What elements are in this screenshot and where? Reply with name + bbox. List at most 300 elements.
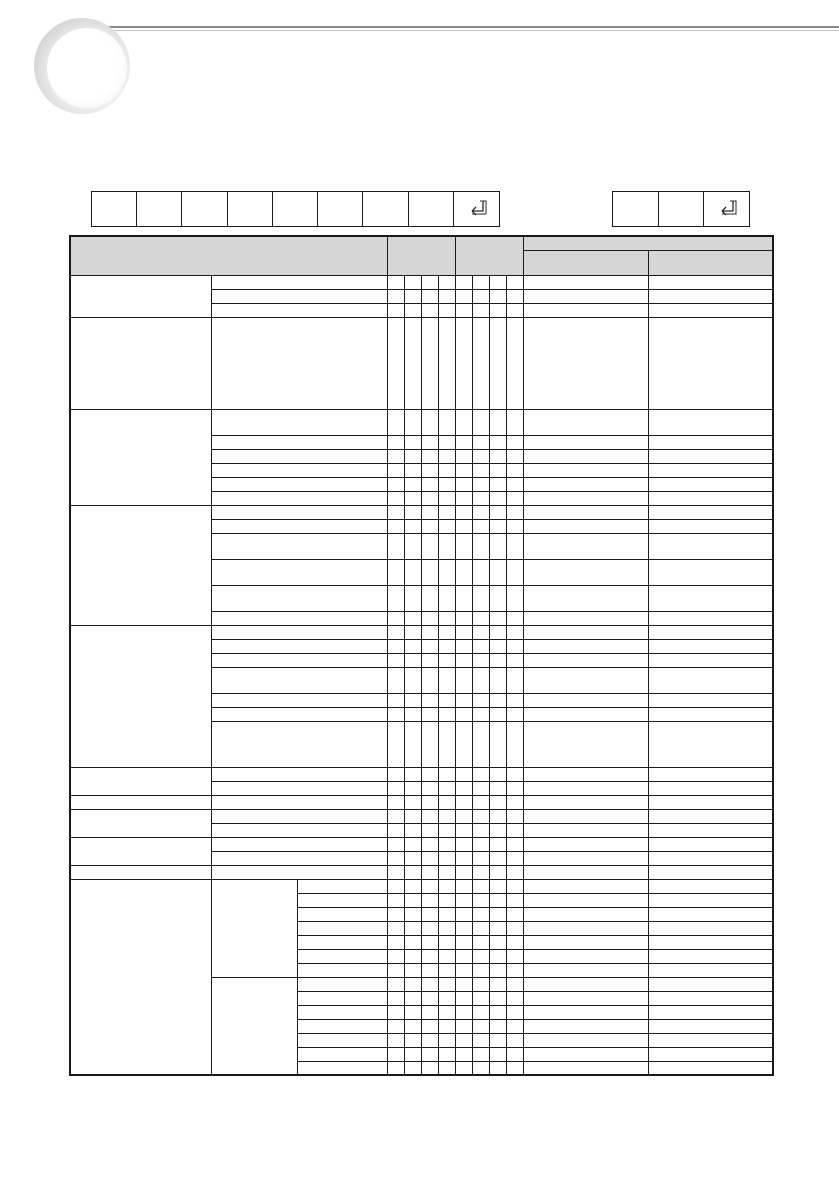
table-cell	[438, 463, 455, 477]
table-cell	[421, 317, 438, 409]
table-cell	[421, 721, 438, 767]
table-cell	[523, 1019, 648, 1033]
table-cell	[387, 1047, 404, 1061]
table-cell	[421, 781, 438, 795]
table-cell	[472, 639, 489, 653]
table-cell	[489, 1019, 506, 1033]
table-cell	[489, 907, 506, 921]
table-cell	[506, 653, 523, 667]
table-cell	[455, 781, 472, 795]
table-cell	[648, 1033, 773, 1047]
table-cell	[648, 625, 773, 639]
table-cell	[438, 721, 455, 767]
table-cell	[421, 449, 438, 463]
table-cell	[648, 639, 773, 653]
table-row	[70, 795, 773, 809]
corner-disc-highlight	[47, 28, 127, 108]
table-cell	[648, 865, 773, 879]
table-cell	[523, 1033, 648, 1047]
table-cell	[472, 879, 489, 893]
table-cell	[489, 823, 506, 837]
table-cell	[648, 949, 773, 963]
table-cell	[421, 823, 438, 837]
table-cell	[506, 303, 523, 317]
table-cell	[297, 991, 387, 1005]
table-cell	[404, 449, 421, 463]
table-cell	[455, 935, 472, 949]
table-cell	[489, 477, 506, 491]
table-cell	[70, 767, 211, 795]
table-cell	[648, 781, 773, 795]
table-cell	[489, 707, 506, 721]
table-cell	[472, 611, 489, 625]
table-cell	[438, 1005, 455, 1019]
table-cell	[648, 409, 773, 435]
table-cell	[438, 935, 455, 949]
table-cell	[404, 275, 421, 289]
table-cell	[455, 907, 472, 921]
table-cell	[297, 893, 387, 907]
table-cell	[648, 317, 773, 409]
table-cell	[404, 693, 421, 707]
table-cell	[387, 611, 404, 625]
table-cell	[472, 667, 489, 693]
table-cell	[455, 721, 472, 767]
table-cell	[421, 1061, 438, 1075]
table-cell	[421, 505, 438, 519]
table-cell	[648, 921, 773, 935]
table-cell	[472, 477, 489, 491]
table-cell	[455, 949, 472, 963]
enter-icon	[716, 199, 738, 219]
specification-table	[69, 235, 774, 1076]
table-cell	[438, 823, 455, 837]
table-cell	[404, 767, 421, 781]
table-cell	[648, 491, 773, 505]
table-cell	[523, 653, 648, 667]
table-cell	[489, 837, 506, 851]
table-cell	[421, 611, 438, 625]
table-cell	[523, 477, 648, 491]
table-cell	[211, 289, 387, 303]
table-cell	[387, 837, 404, 851]
table-cell	[648, 963, 773, 977]
table-cell	[472, 519, 489, 533]
table-cell	[404, 795, 421, 809]
table-cell	[523, 893, 648, 907]
key-cell	[409, 192, 454, 226]
table-cell	[648, 977, 773, 991]
table-cell	[404, 991, 421, 1005]
table-cell	[506, 693, 523, 707]
table-cell	[70, 865, 211, 879]
table-cell	[297, 1033, 387, 1047]
table-cell	[387, 463, 404, 477]
table-cell	[421, 949, 438, 963]
table-cell	[523, 519, 648, 533]
table-cell	[387, 519, 404, 533]
table-cell	[211, 533, 387, 559]
table-row	[70, 409, 773, 435]
table-cell	[421, 693, 438, 707]
table-cell	[404, 653, 421, 667]
table-cell	[506, 921, 523, 935]
table-cell	[438, 317, 455, 409]
table-cell	[523, 533, 648, 559]
key-cell	[182, 192, 228, 226]
table-cell	[523, 865, 648, 879]
table-cell	[472, 721, 489, 767]
table-cell	[489, 949, 506, 963]
table-cell	[523, 449, 648, 463]
table-cell	[506, 639, 523, 653]
table-cell	[506, 949, 523, 963]
table-cell	[211, 519, 387, 533]
table-cell	[523, 991, 648, 1005]
table-cell	[472, 585, 489, 611]
table-cell	[523, 409, 648, 435]
table-cell	[472, 907, 489, 921]
table-cell	[472, 781, 489, 795]
table-cell	[506, 991, 523, 1005]
table-cell	[438, 851, 455, 865]
table-cell	[421, 435, 438, 449]
table-cell	[455, 317, 472, 409]
table-cell	[489, 625, 506, 639]
key-cell	[613, 192, 659, 226]
table-cell	[523, 559, 648, 585]
table-cell	[404, 505, 421, 519]
table-cell	[648, 653, 773, 667]
table-cell	[455, 865, 472, 879]
table-cell	[506, 611, 523, 625]
table-cell	[506, 1005, 523, 1019]
table-row	[70, 865, 773, 879]
table-cell	[421, 809, 438, 823]
table-cell	[523, 907, 648, 921]
table-cell	[438, 795, 455, 809]
table-cell	[523, 963, 648, 977]
table-cell	[489, 991, 506, 1005]
table-cell	[297, 935, 387, 949]
table-cell	[404, 585, 421, 611]
table-cell	[404, 721, 421, 767]
table-cell	[523, 721, 648, 767]
table-cell	[455, 1047, 472, 1061]
table-cell	[506, 491, 523, 505]
table-cell	[438, 1033, 455, 1047]
table-cell	[297, 1061, 387, 1075]
table-cell	[438, 491, 455, 505]
table-cell	[523, 275, 648, 289]
table-cell	[387, 505, 404, 519]
table-cell	[455, 809, 472, 823]
table-cell	[387, 1005, 404, 1019]
table-cell	[438, 865, 455, 879]
table-cell	[648, 809, 773, 823]
table-cell	[387, 781, 404, 795]
header-cell	[387, 236, 455, 275]
table-cell	[421, 707, 438, 721]
table-cell	[404, 1005, 421, 1019]
table-cell	[472, 409, 489, 435]
table-cell	[455, 1005, 472, 1019]
table-cell	[648, 449, 773, 463]
table-cell	[472, 289, 489, 303]
table-cell	[404, 667, 421, 693]
table-cell	[489, 653, 506, 667]
table-cell	[455, 921, 472, 935]
table-cell	[489, 781, 506, 795]
table-cell	[404, 491, 421, 505]
table-cell	[404, 1033, 421, 1047]
table-cell	[455, 667, 472, 693]
table-cell	[211, 449, 387, 463]
table-cell	[421, 639, 438, 653]
table-cell	[438, 707, 455, 721]
table-cell	[387, 667, 404, 693]
table-cell	[421, 491, 438, 505]
table-cell	[472, 837, 489, 851]
table-cell	[506, 907, 523, 921]
table-cell	[455, 851, 472, 865]
table-cell	[404, 865, 421, 879]
table-cell	[387, 935, 404, 949]
table-cell	[648, 505, 773, 519]
table-cell	[421, 533, 438, 559]
table-cell	[438, 991, 455, 1005]
table-cell	[506, 823, 523, 837]
table-cell	[404, 289, 421, 303]
table-cell	[648, 1019, 773, 1033]
table-cell	[438, 505, 455, 519]
table-cell	[489, 275, 506, 289]
key-cell	[318, 192, 363, 226]
table-cell	[648, 585, 773, 611]
table-cell	[421, 559, 438, 585]
table-cell	[489, 865, 506, 879]
table-cell	[438, 767, 455, 781]
table-cell	[387, 1033, 404, 1047]
table-cell	[438, 409, 455, 435]
table-cell	[211, 977, 297, 1075]
header-cell	[455, 236, 523, 275]
table-cell	[506, 463, 523, 477]
table-cell	[211, 611, 387, 625]
table-cell	[211, 879, 297, 977]
table-cell	[489, 667, 506, 693]
table-cell	[421, 585, 438, 611]
table-cell	[421, 1047, 438, 1061]
table-cell	[421, 303, 438, 317]
table-cell	[648, 721, 773, 767]
table-cell	[404, 977, 421, 991]
table-cell	[438, 1019, 455, 1033]
table-cell	[438, 907, 455, 921]
table-cell	[70, 505, 211, 625]
table-cell	[472, 1061, 489, 1075]
table-cell	[506, 559, 523, 585]
table-cell	[211, 653, 387, 667]
table-cell	[523, 625, 648, 639]
table-cell	[523, 949, 648, 963]
table-cell	[211, 477, 387, 491]
table-cell	[297, 1019, 387, 1033]
table-cell	[438, 477, 455, 491]
table-cell	[455, 303, 472, 317]
table-cell	[421, 275, 438, 289]
table-cell	[506, 435, 523, 449]
table-cell	[438, 1047, 455, 1061]
table-cell	[438, 303, 455, 317]
table-cell	[387, 477, 404, 491]
table-cell	[455, 693, 472, 707]
table-cell	[523, 707, 648, 721]
table-cell	[421, 1005, 438, 1019]
table-cell	[211, 303, 387, 317]
table-cell	[455, 463, 472, 477]
table-cell	[472, 1033, 489, 1047]
table-cell	[404, 409, 421, 435]
table-cell	[506, 409, 523, 435]
table-cell	[523, 463, 648, 477]
table-cell	[472, 851, 489, 865]
table-row	[70, 809, 773, 823]
table-cell	[211, 823, 387, 837]
table-cell	[387, 1019, 404, 1033]
table-cell	[455, 449, 472, 463]
table-cell	[489, 533, 506, 559]
table-cell	[211, 317, 387, 409]
table-cell	[387, 991, 404, 1005]
table-cell	[70, 317, 211, 409]
table-cell	[438, 611, 455, 625]
table-cell	[506, 977, 523, 991]
table-cell	[455, 435, 472, 449]
table-cell	[387, 289, 404, 303]
table-cell	[648, 795, 773, 809]
table-cell	[472, 823, 489, 837]
table-cell	[472, 449, 489, 463]
table-cell	[70, 625, 211, 767]
table-cell	[455, 289, 472, 303]
table-row	[70, 505, 773, 519]
table-cell	[472, 795, 489, 809]
table-row	[70, 317, 773, 409]
table-cell	[421, 1019, 438, 1033]
table-cell	[455, 991, 472, 1005]
table-cell	[404, 639, 421, 653]
enter-icon	[466, 199, 488, 219]
table-cell	[387, 851, 404, 865]
table-cell	[387, 921, 404, 935]
table-cell	[211, 585, 387, 611]
table-cell	[648, 435, 773, 449]
table-cell	[472, 893, 489, 907]
table-cell	[421, 653, 438, 667]
table-cell	[523, 935, 648, 949]
table-cell	[297, 907, 387, 921]
table-cell	[455, 653, 472, 667]
table-cell	[387, 409, 404, 435]
table-cell	[506, 851, 523, 865]
table-cell	[472, 491, 489, 505]
table-cell	[523, 611, 648, 625]
table-cell	[404, 1061, 421, 1075]
table-cell	[404, 477, 421, 491]
table-cell	[404, 935, 421, 949]
table-cell	[523, 1005, 648, 1019]
table-cell	[648, 303, 773, 317]
table-cell	[404, 559, 421, 585]
key-cell	[137, 192, 182, 226]
table-cell	[387, 653, 404, 667]
enter-key	[704, 192, 749, 226]
table-cell	[506, 1033, 523, 1047]
table-cell	[648, 1005, 773, 1019]
header-cell	[523, 236, 773, 250]
table-cell	[648, 707, 773, 721]
table-cell	[387, 317, 404, 409]
table-cell	[455, 823, 472, 837]
table-cell	[455, 837, 472, 851]
table-cell	[455, 625, 472, 639]
table-cell	[506, 767, 523, 781]
table-cell	[211, 435, 387, 449]
table-cell	[523, 823, 648, 837]
table-cell	[438, 289, 455, 303]
table-cell	[506, 667, 523, 693]
table-cell	[404, 435, 421, 449]
table-cell	[404, 823, 421, 837]
table-cell	[455, 559, 472, 585]
table-cell	[211, 795, 387, 809]
right-key-group	[612, 191, 750, 227]
table-cell	[489, 1047, 506, 1061]
table-cell	[506, 317, 523, 409]
table-cell	[421, 795, 438, 809]
table-cell	[648, 289, 773, 303]
table-cell	[297, 963, 387, 977]
table-cell	[387, 809, 404, 823]
table-cell	[421, 851, 438, 865]
table-cell	[70, 409, 211, 505]
table-cell	[489, 1033, 506, 1047]
table-cell	[648, 893, 773, 907]
table-cell	[421, 519, 438, 533]
table-cell	[387, 977, 404, 991]
table-cell	[472, 935, 489, 949]
table-cell	[489, 721, 506, 767]
table-row	[70, 879, 773, 893]
table-cell	[70, 275, 211, 317]
table-cell	[506, 781, 523, 795]
table-cell	[455, 893, 472, 907]
table-cell	[506, 865, 523, 879]
table-cell	[421, 463, 438, 477]
table-cell	[438, 449, 455, 463]
table-cell	[472, 991, 489, 1005]
table-cell	[387, 639, 404, 653]
table-cell	[523, 317, 648, 409]
table-cell	[472, 275, 489, 289]
table-cell	[438, 837, 455, 851]
table-cell	[404, 837, 421, 851]
table-cell	[472, 559, 489, 585]
table-cell	[506, 1019, 523, 1033]
table-cell	[297, 1047, 387, 1061]
table-cell	[70, 837, 211, 865]
